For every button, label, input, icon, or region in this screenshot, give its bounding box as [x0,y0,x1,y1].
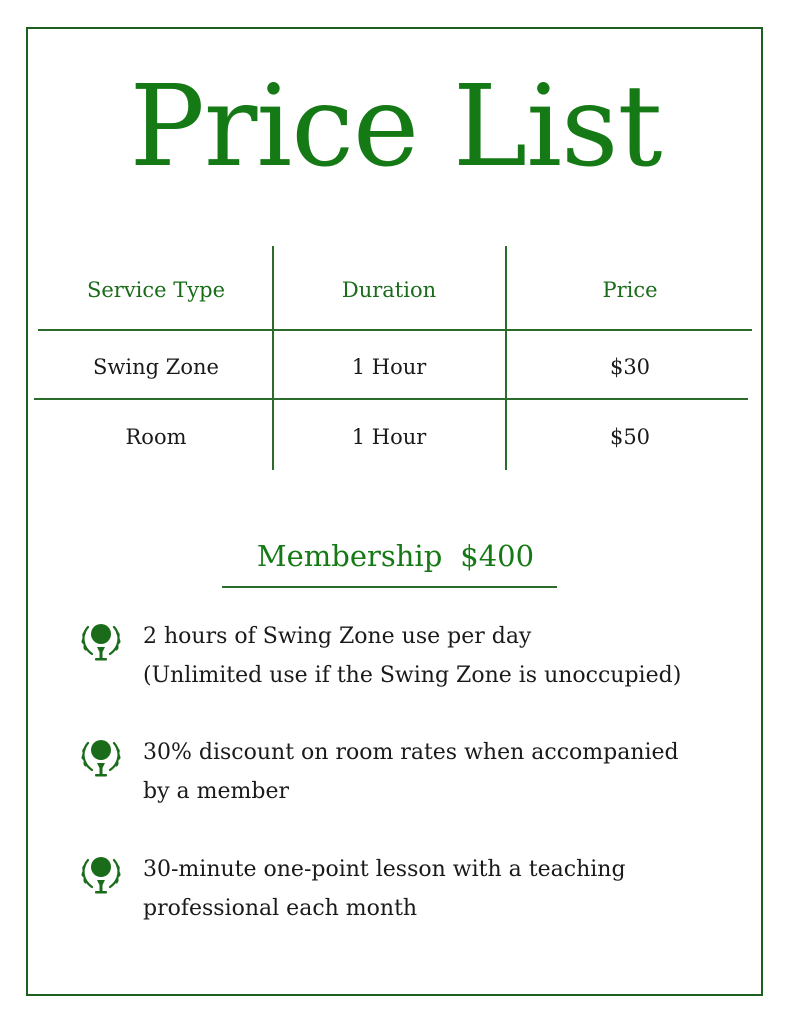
membership-title: Membership [256,539,443,573]
benefit-line: 30% discount on room rates when accompanied [143,740,679,765]
table-cell-service: Room [125,425,187,449]
benefit-line: by a member [143,779,289,804]
membership-underline [222,586,557,588]
golf-ball-laurel-icon [78,617,124,663]
table-cell-service: Swing Zone [93,355,219,379]
table-column-divider [505,246,507,470]
benefit-line: (Unlimited use if the Swing Zone is unoccupied) [143,663,682,688]
benefit-line: 30-minute one-point lesson with a teaching [143,857,626,882]
table-header-price: Price [602,278,658,302]
golf-ball-laurel-icon [78,850,124,896]
membership-price: $400 [460,539,535,573]
table-header-service-type: Service Type [86,278,226,302]
benefit-line: professional each month [143,896,418,921]
table-header-duration: Duration [341,278,437,302]
table-divider [38,329,752,331]
table-cell-price: $50 [609,425,651,449]
membership-heading [0,538,791,574]
table-cell-duration: 1 Hour [351,355,427,379]
benefit-line: 2 hours of Swing Zone use per day [143,624,532,649]
table-divider [34,398,748,400]
golf-ball-laurel-icon [78,733,124,779]
table-cell-price: $30 [609,355,651,379]
table-column-divider [272,246,274,470]
page-title: Price List [129,62,662,192]
table-cell-duration: 1 Hour [351,425,427,449]
